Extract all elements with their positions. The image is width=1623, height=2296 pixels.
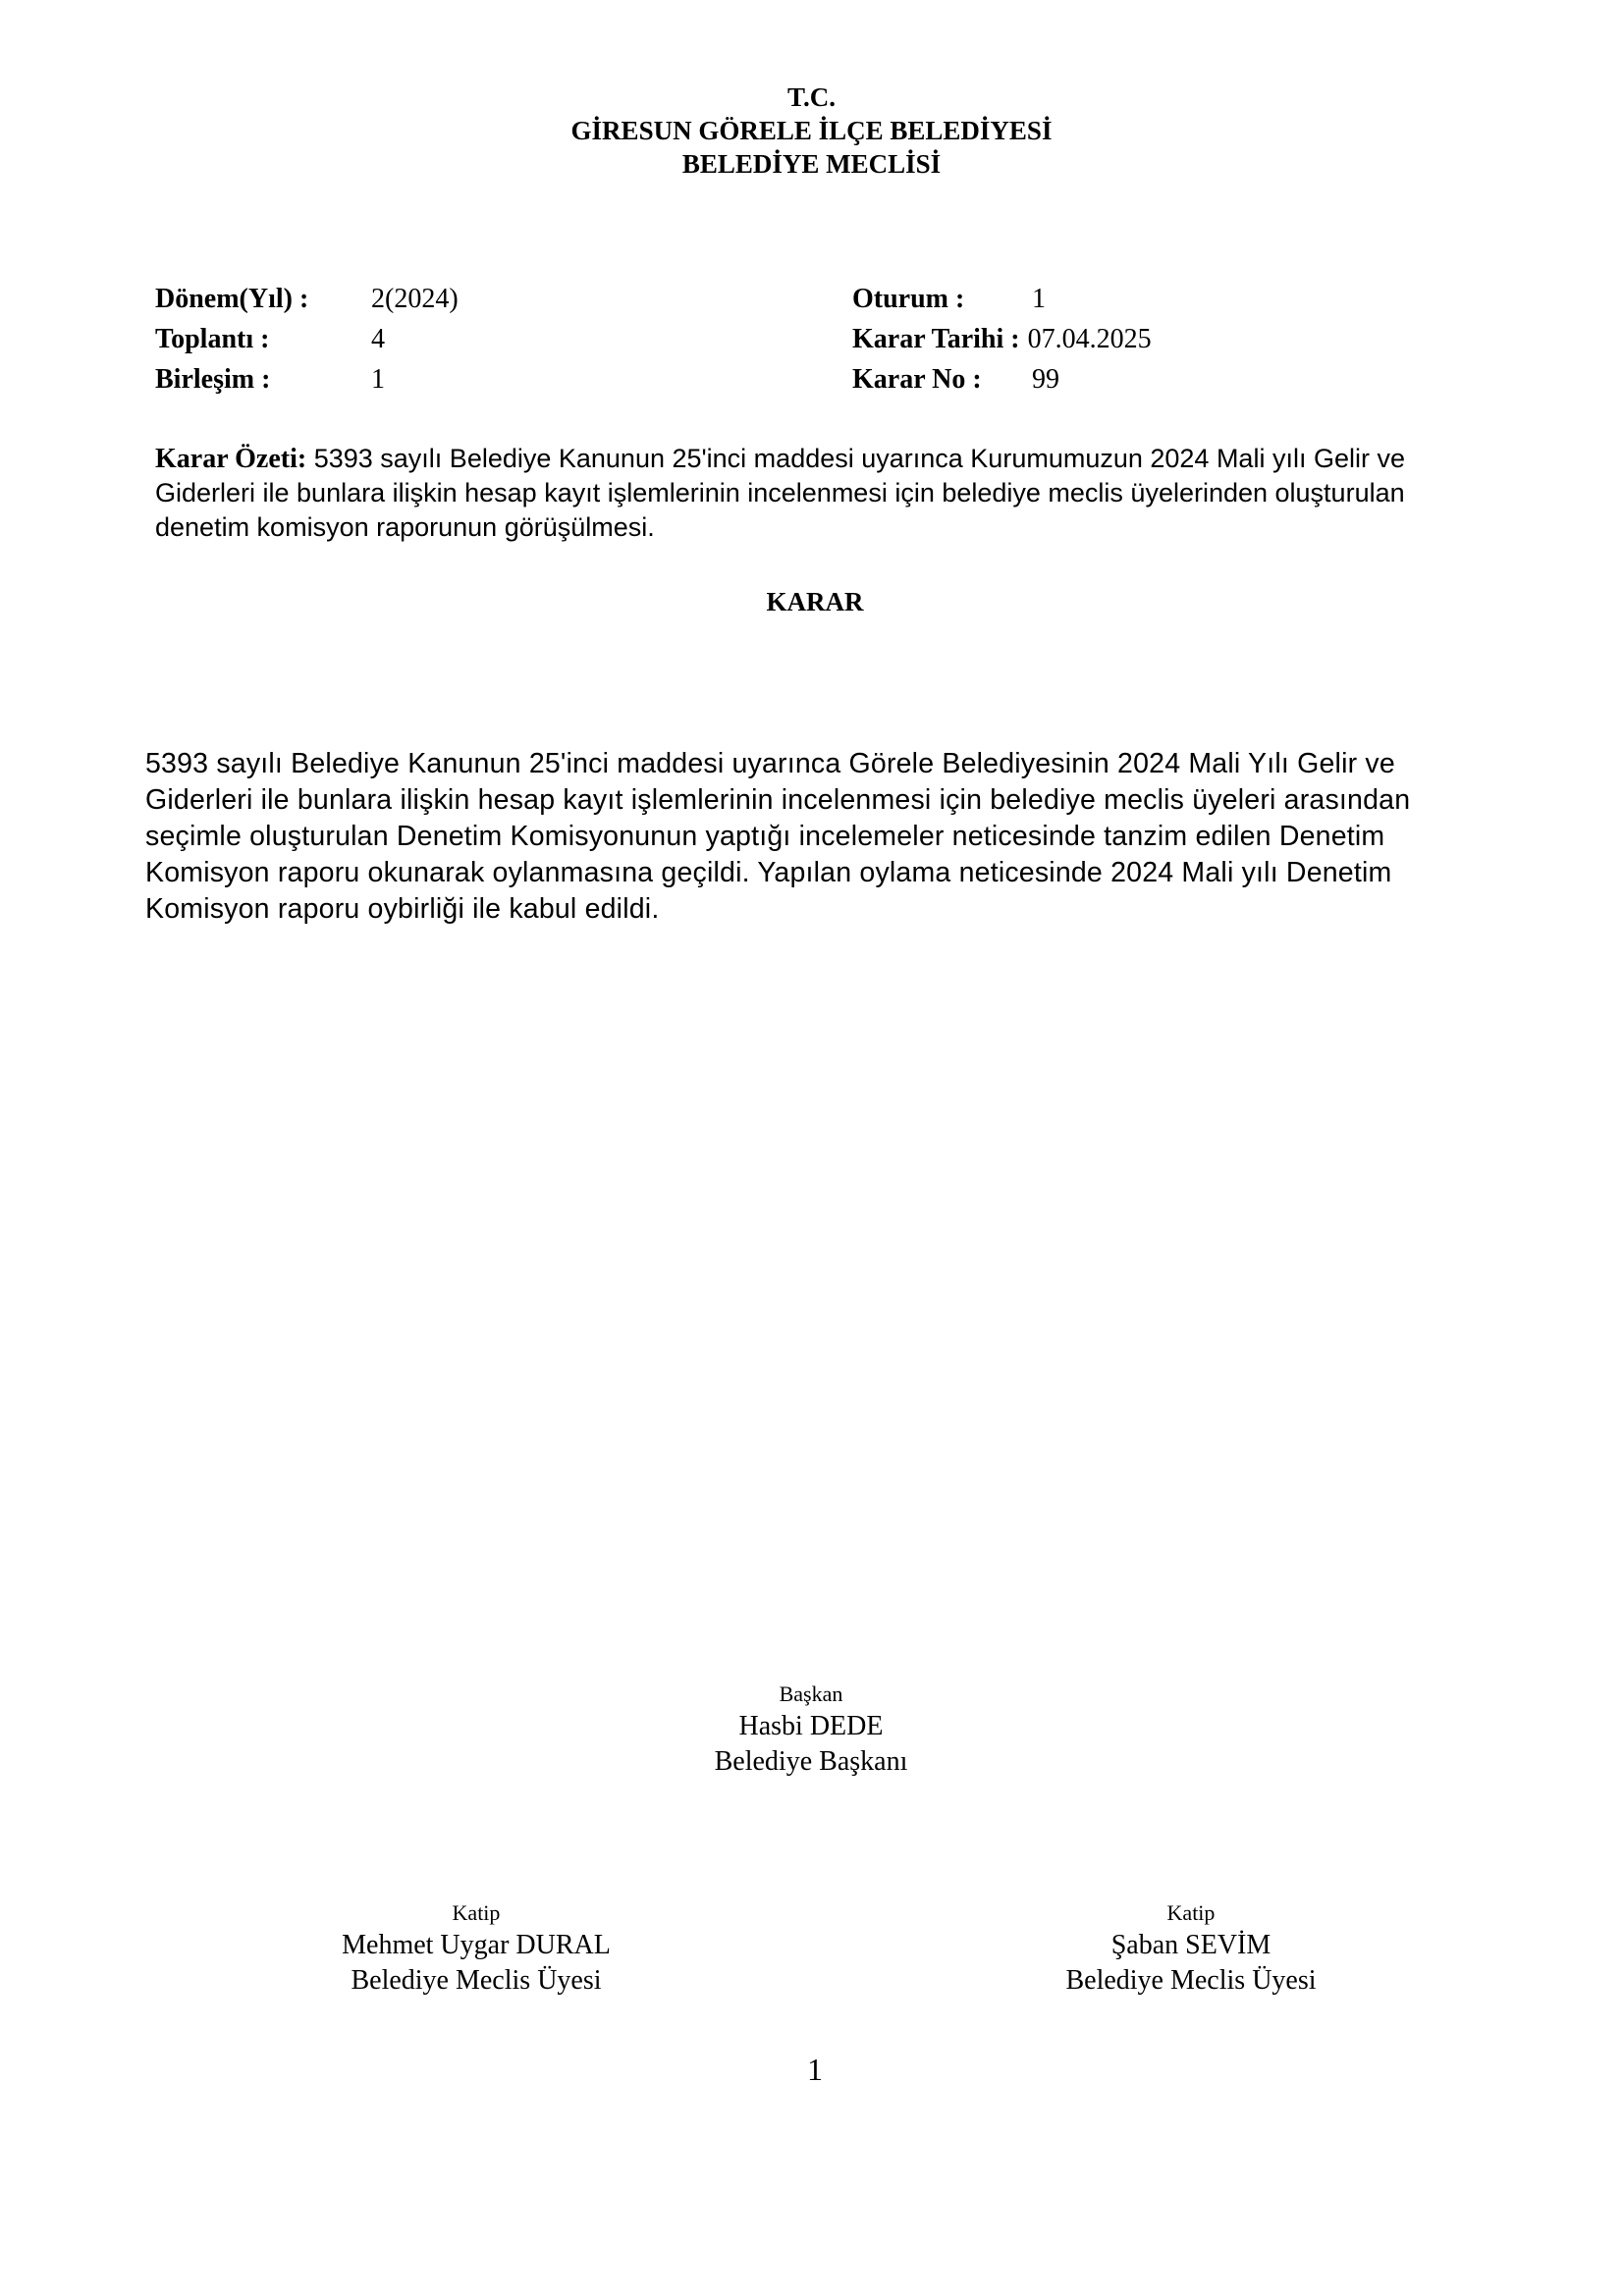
page-number: 1 — [807, 2052, 823, 2087]
signature-name: Mehmet Uygar DURAL — [342, 1930, 611, 1960]
meta-row-karar-no — [852, 359, 1152, 400]
meta-label-oturum: Oturum : — [852, 284, 965, 314]
signature-role: Başkan — [779, 1682, 843, 1706]
signature-name: Şaban SEVİM — [1110, 1930, 1271, 1960]
meta-label-karar-no: Karar No : — [852, 364, 982, 395]
meta-value-birlesim: 1 — [371, 364, 385, 395]
meta-value-oturum: 1 — [1032, 284, 1046, 314]
meta-label-donem: Dönem(Yıl) : — [155, 284, 309, 314]
meta-left-block — [155, 279, 459, 400]
summary-text: 5393 sayılı Belediye Kanunun 25'inci maddesi uyarınca Kurumumuzun 2024 Mali yılı Gelir ve Giderleri ile bunlara ilişkin hesap kayıt işlemlerinin incelenmesi için belediye meclis üyelerinden oluşturulan denetim komisyon raporunun görüşülmesi. — [155, 444, 1405, 542]
meta-value-karar-no: 99 — [1032, 364, 1059, 395]
decision-title: KARAR — [766, 587, 864, 616]
meta-value-donem: 2(2024) — [371, 284, 459, 314]
header-municipality: GİRESUN GÖRELE İLÇE BELEDİYESİ — [570, 116, 1053, 145]
meta-row-birlesim — [155, 359, 459, 400]
meta-value-karar-tarihi: 07.04.2025 — [1027, 324, 1152, 354]
meta-row-oturum — [852, 279, 1152, 319]
signature-president — [615, 1680, 1007, 1780]
meta-row-toplanti — [155, 319, 459, 359]
signature-role: Katip — [452, 1900, 501, 1925]
signature-role: Katip — [1166, 1900, 1216, 1925]
signature-clerk-right — [995, 1898, 1387, 1999]
signature-title: Belediye Meclis Üyesi — [1065, 1965, 1317, 1996]
header-council: BELEDİYE MECLİSİ — [681, 149, 942, 179]
meta-value-toplanti: 4 — [371, 324, 385, 354]
signature-title: Belediye Başkanı — [714, 1746, 908, 1777]
meta-row-donem — [155, 279, 459, 319]
meta-label-birlesim: Birleşim : — [155, 364, 271, 395]
signature-name: Hasbi DEDE — [738, 1711, 884, 1741]
signature-clerk-left — [280, 1898, 673, 1999]
summary-label: Karar Özeti: — [155, 444, 307, 474]
header-tc: T.C. — [786, 82, 836, 112]
meta-label-toplanti: Toplantı : — [155, 324, 270, 354]
document-header — [0, 80, 1623, 181]
meta-row-karar-tarihi — [852, 319, 1152, 359]
meta-right-block — [852, 279, 1152, 400]
decision-body: 5393 sayılı Belediye Kanunun 25'inci maddesi uyarınca Görele Belediyesinin 2024 Mali Yılı Gelir ve Giderleri ile bunlara ilişkin hesap kayıt işlemlerinin incelenmesi için belediye meclis üyeleri arasından seçimle oluşturulan Denetim Komisyonunun yaptığı incelemeler neticesinde tanzim edilen Denetim Komisyon raporu okunarak oylanmasına geçildi. Yapılan oylama neticesinde 2024 Mali yılı Denetim Komisyon raporu oybirliği ile kabul edildi. — [145, 748, 1411, 925]
meta-label-karar-tarihi: Karar Tarihi : — [852, 324, 1020, 354]
decision-summary — [155, 442, 1481, 545]
signature-title: Belediye Meclis Üyesi — [351, 1965, 602, 1996]
